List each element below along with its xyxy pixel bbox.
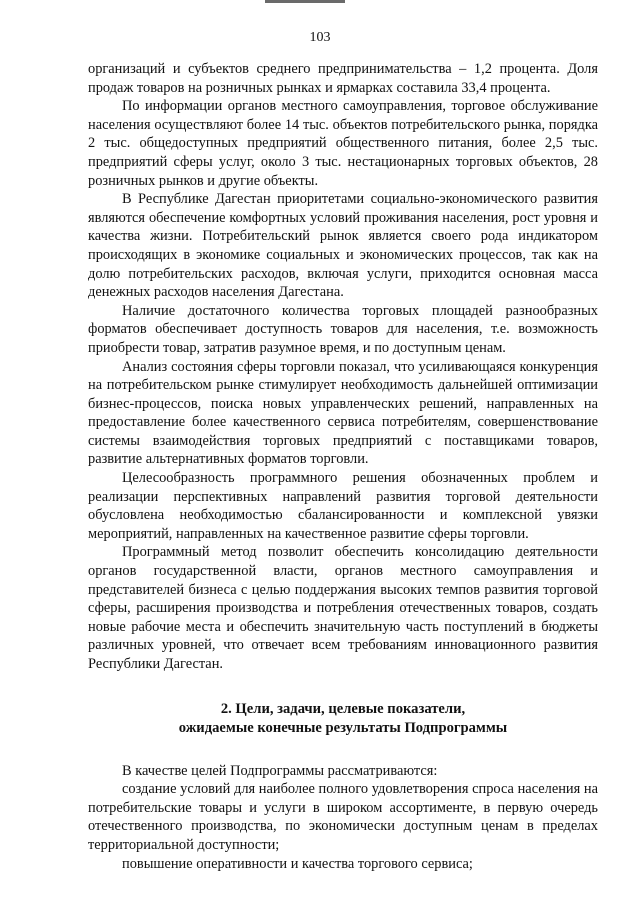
paragraph: В качестве целей Подпрограммы рассматриваются: xyxy=(122,762,438,779)
section-heading-line-1: 2. Цели, задачи, целевые показатели, xyxy=(220,700,466,717)
paragraph: Программный метод позволит обеспечить консолидацию деятельности органов государственной власти, органов местного самоуправления и представителей бизнеса с целью поддержания высоких темпов развития торговой сферы, расширения производства и потребления отечественных товаров, создать новые рабочие места и обеспечить значительную часть поступлений в бюджеты различных уровней, что отвечает всем требованиям инновационного развития Республики Дагестан. xyxy=(88,544,598,672)
paragraph: создание условий для наиболее полного удовлетворения спроса населения на потребительские товары и услуги в широком ассортименте, в первую очередь отечественного производства, по экономически доступным ценам в пределах территориальной доступности; xyxy=(88,781,598,853)
section-heading xyxy=(88,700,598,738)
body-paragraphs-before xyxy=(88,60,598,674)
paragraph: Анализ состояния сферы торговли показал, что усиливающаяся конкуренция на потребительском рынке стимулирует необходимость дальнейшей оптимизации бизнес-процессов, поиска новых управленческих решений, направленных на предоставление более качественного сервиса потребителям, совершенствование системы взаимодействия торговых предприятий с поставщиками товаров, развитие альтернативных форматов торговли. xyxy=(88,358,598,468)
paragraph: Наличие достаточного количества торговых площадей разнообразных форматов обеспечивает доступность товаров для населения, т.е. возможность приобрести товар, затратив разумное время, и по доступным ценам. xyxy=(88,302,598,356)
paragraph: По информации органов местного самоуправления, торговое обслуживание населения осуществляют более 14 тыс. объектов потребительского рынка, порядка 2 тыс. общедоступных предприятий общественного питания, более 2,5 тыс. предприятий сферы услуг, около 3 тыс. нестационарных торговых объектов, 28 розничных рынков и другие объекты. xyxy=(88,98,598,189)
paragraph: организаций и субъектов среднего предпринимательства – 1,2 процента. Доля продаж товаров на розничных рынках и ярмарках составила 33,4 процента. xyxy=(88,61,598,96)
scan-edge-mark xyxy=(265,0,345,3)
page-number: 103 xyxy=(309,30,331,45)
body-paragraphs-after xyxy=(88,762,598,874)
page-body xyxy=(88,60,598,873)
paragraph: Целесообразность программного решения обозначенных проблем и реализации перспективных направлений развития торговой деятельности обусловлена необходимостью сбалансированности и комплексной увязки мероприятий, направленных на качественное развитие сферы торговли. xyxy=(88,470,598,542)
paragraph: В Республике Дагестан приоритетами социально-экономического развития являются обеспечение комфортных условий проживания населения, рост уровня и качества жизни. Потребительский рынок является своего рода индикатором происходящих в экономике социальных и экономических процессов, так как на долю потребительских расходов, включая услуги, приходится основная масса денежных расходов населения Дагестана. xyxy=(88,191,598,301)
section-heading-line-2: ожидаемые конечные результаты Подпрограммы xyxy=(178,719,508,736)
paragraph: повышение оперативности и качества торгового сервиса; xyxy=(122,855,473,872)
